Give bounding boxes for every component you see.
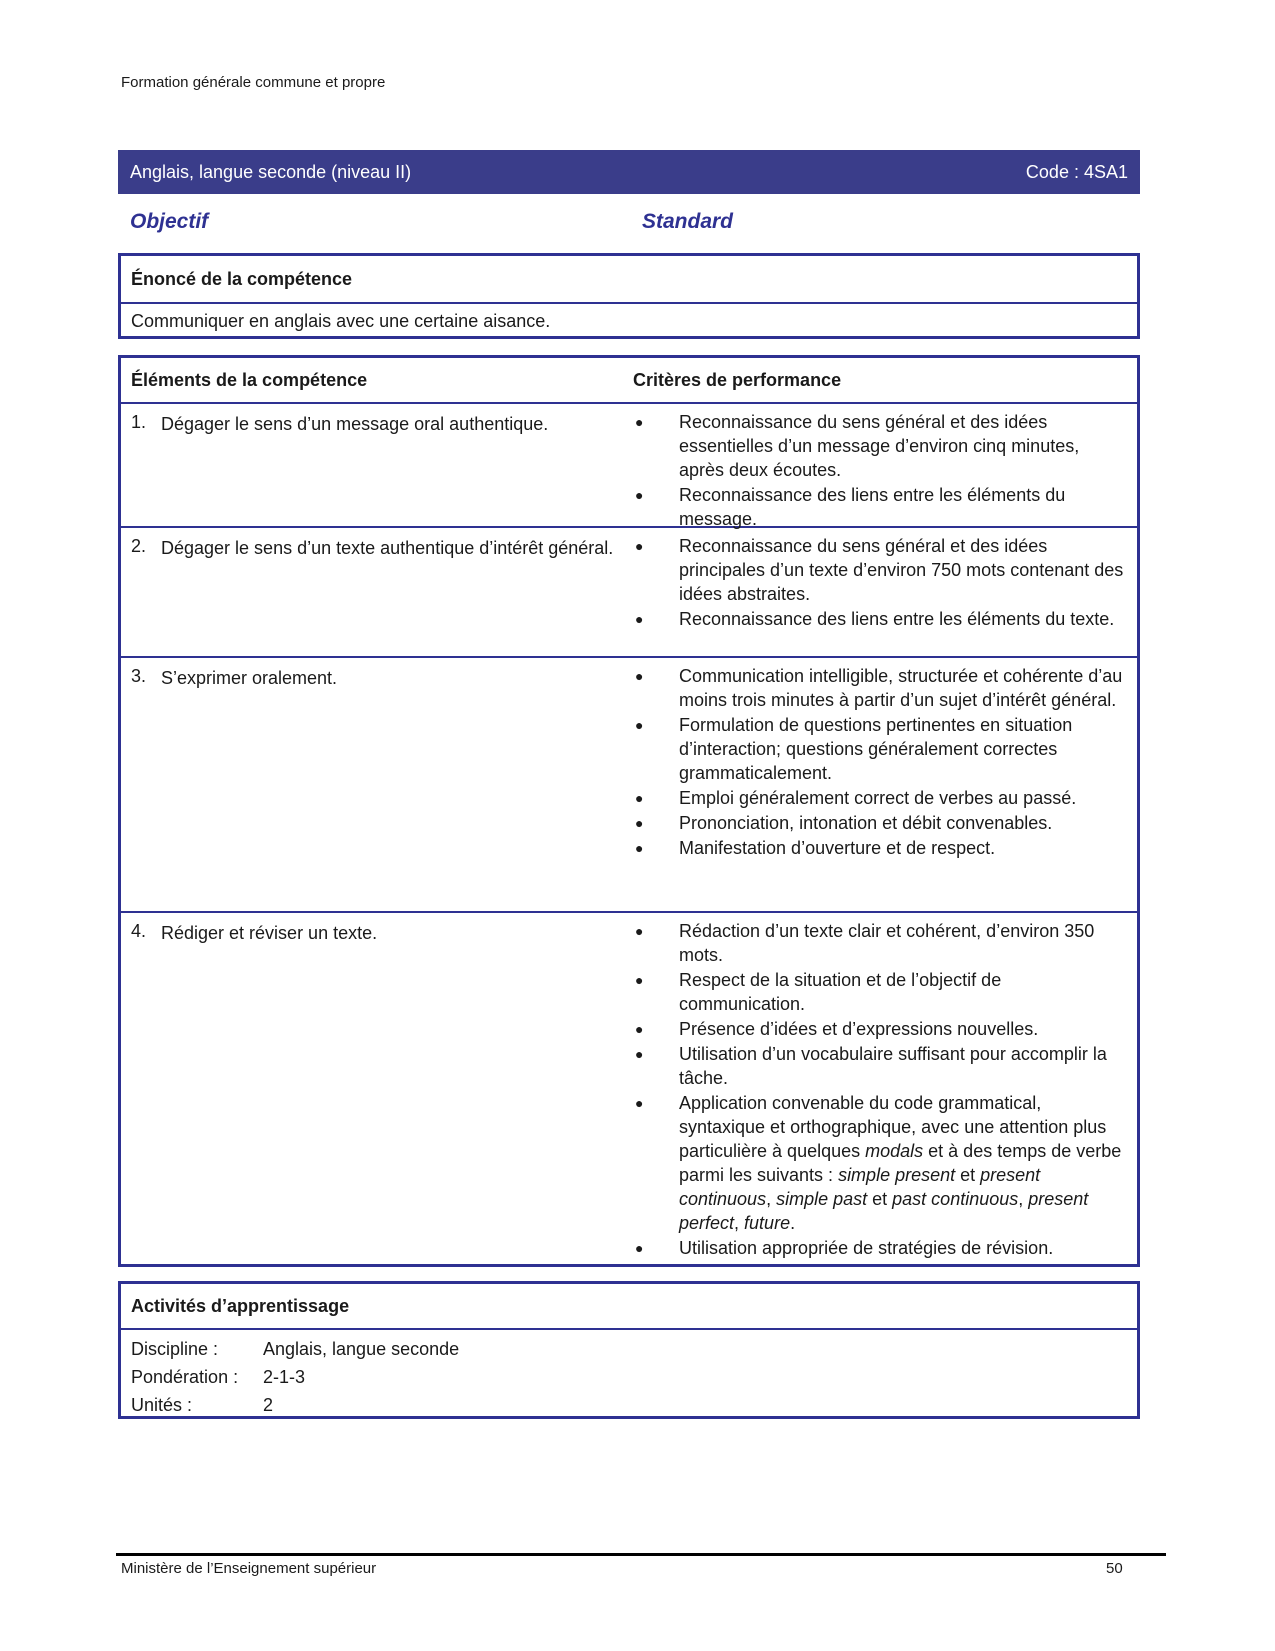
criterion-text: Utilisation appropriée de stratégies de révision. bbox=[679, 1238, 1054, 1258]
criteria-cell bbox=[633, 404, 1137, 529]
competence-box bbox=[118, 253, 1140, 339]
list-item bbox=[633, 811, 1127, 835]
criterion-text: Formulation de questions pertinentes en situation d’interaction; questions généralement correctes grammaticalement. bbox=[679, 715, 1073, 783]
elements-table bbox=[118, 355, 1140, 1267]
element-text: Dégager le sens d’un message oral authentique. bbox=[161, 414, 549, 434]
discipline-value: Anglais, langue seconde bbox=[263, 1338, 460, 1359]
list-item bbox=[633, 1042, 1127, 1090]
element-number: 4. bbox=[131, 921, 147, 941]
element-number: 1. bbox=[131, 412, 147, 432]
criteria-cell bbox=[633, 913, 1137, 1267]
table-row bbox=[121, 913, 1137, 1267]
criteria-cell bbox=[633, 658, 1137, 911]
bullet-icon: ● bbox=[635, 414, 644, 430]
footer-ministry: Ministère de l’Enseignement supérieur bbox=[121, 1560, 377, 1577]
element-number: 3. bbox=[131, 666, 147, 686]
criteria-cell bbox=[633, 528, 1137, 656]
element-cell bbox=[121, 913, 633, 1267]
bullet-icon: ● bbox=[635, 923, 644, 939]
element-text: S’exprimer oralement. bbox=[161, 668, 338, 688]
list-item bbox=[633, 919, 1127, 967]
list-item bbox=[633, 664, 1127, 712]
element-cell bbox=[121, 404, 633, 526]
bullet-icon: ● bbox=[635, 1240, 644, 1256]
elements-table-header bbox=[121, 358, 1137, 404]
list-item bbox=[633, 836, 1127, 860]
list-item bbox=[633, 483, 1127, 531]
bullet-icon: ● bbox=[635, 840, 644, 856]
bullet-icon: ● bbox=[635, 538, 644, 554]
course-banner bbox=[118, 150, 1140, 194]
list-item bbox=[633, 1236, 1127, 1260]
units-value: 2 bbox=[263, 1394, 274, 1415]
criterion-text: Reconnaissance des liens entre les éléments du texte. bbox=[679, 609, 1115, 629]
bullet-icon: ● bbox=[635, 972, 644, 988]
list-item bbox=[633, 1017, 1127, 1041]
list-item bbox=[633, 713, 1127, 785]
list-item bbox=[633, 534, 1127, 606]
bullet-icon: ● bbox=[635, 668, 644, 684]
element-number: 2. bbox=[131, 536, 147, 556]
activities-box bbox=[118, 1281, 1140, 1419]
element-cell bbox=[121, 528, 633, 656]
list-item bbox=[633, 1091, 1127, 1235]
bullet-icon: ● bbox=[635, 1021, 644, 1037]
course-code: Code : 4SA1 bbox=[1025, 162, 1128, 182]
bullet-icon: ● bbox=[635, 717, 644, 733]
ponderation-row bbox=[131, 1363, 1127, 1391]
activities-header: Activités d’apprentissage bbox=[121, 1284, 1137, 1330]
bullet-icon: ● bbox=[635, 815, 644, 831]
list-item bbox=[633, 607, 1127, 631]
list-item bbox=[633, 968, 1127, 1016]
elements-header: Éléments de la compétence bbox=[131, 369, 368, 390]
table-row bbox=[121, 404, 1137, 528]
ponderation-label: Pondération : bbox=[131, 1366, 239, 1387]
criterion-text: Manifestation d’ouverture et de respect. bbox=[679, 838, 996, 858]
element-text: Rédiger et réviser un texte. bbox=[161, 923, 378, 943]
table-row bbox=[121, 658, 1137, 913]
discipline-label: Discipline : bbox=[131, 1338, 219, 1359]
criteria-header: Critères de performance bbox=[633, 369, 842, 390]
element-cell bbox=[121, 658, 633, 911]
objective-heading: Objectif bbox=[130, 210, 209, 233]
bullet-icon: ● bbox=[635, 1095, 644, 1111]
bullet-icon: ● bbox=[635, 487, 644, 503]
list-item bbox=[633, 410, 1127, 482]
course-title: Anglais, langue seconde (niveau II) bbox=[130, 162, 412, 182]
bullet-icon: ● bbox=[635, 611, 644, 627]
standard-heading: Standard bbox=[642, 210, 734, 233]
criterion-text: Reconnaissance des liens entre les éléments du message. bbox=[679, 485, 1066, 529]
competence-statement: Communiquer en anglais avec une certaine aisance. bbox=[131, 310, 551, 331]
bullet-icon: ● bbox=[635, 1046, 644, 1062]
competence-header: Énoncé de la compétence bbox=[121, 256, 1137, 304]
activities-body bbox=[121, 1330, 1137, 1424]
criterion-text: Respect de la situation et de l’objectif de communication. bbox=[679, 970, 1002, 1014]
footer-divider bbox=[116, 1553, 1166, 1556]
criterion-text: Présence d’idées et d’expressions nouvelles. bbox=[679, 1019, 1039, 1039]
criterion-text: Application convenable du code grammatical, syntaxique et orthographique, avec une attention plus particulière à quelques modals et à des temps de verbe parmi les suivants : simple present et present continuous, simple past et past continuous, present perfect, future. bbox=[679, 1093, 1122, 1233]
criterion-text: Utilisation d’un vocabulaire suffisant pour accomplir la tâche. bbox=[679, 1044, 1107, 1088]
ponderation-value: 2-1-3 bbox=[263, 1366, 306, 1387]
table-row bbox=[121, 528, 1137, 658]
discipline-row bbox=[131, 1335, 1127, 1363]
criterion-text: Rédaction d’un texte clair et cohérent, d’environ 350 mots. bbox=[679, 921, 1095, 965]
units-label: Unités : bbox=[131, 1394, 193, 1415]
criterion-text: Communication intelligible, structurée et cohérente d’au moins trois minutes à partir d’un sujet d’intérêt général. bbox=[679, 666, 1123, 710]
list-item bbox=[633, 786, 1127, 810]
units-row bbox=[131, 1391, 1127, 1419]
bullet-icon: ● bbox=[635, 790, 644, 806]
criterion-text: Reconnaissance du sens général et des idées essentielles d’un message d’environ cinq minutes, après deux écoutes. bbox=[679, 412, 1080, 480]
criterion-text: Reconnaissance du sens général et des idées principales d’un texte d’environ 750 mots contenant des idées abstraites. bbox=[679, 536, 1124, 604]
element-text: Dégager le sens d’un texte authentique d’intérêt général. bbox=[161, 538, 614, 558]
criterion-text: Emploi généralement correct de verbes au passé. bbox=[679, 788, 1077, 808]
page-number: 50 bbox=[1106, 1560, 1123, 1577]
program-title: Formation générale commune et propre bbox=[121, 74, 386, 91]
criterion-text: Prononciation, intonation et débit convenables. bbox=[679, 813, 1053, 833]
